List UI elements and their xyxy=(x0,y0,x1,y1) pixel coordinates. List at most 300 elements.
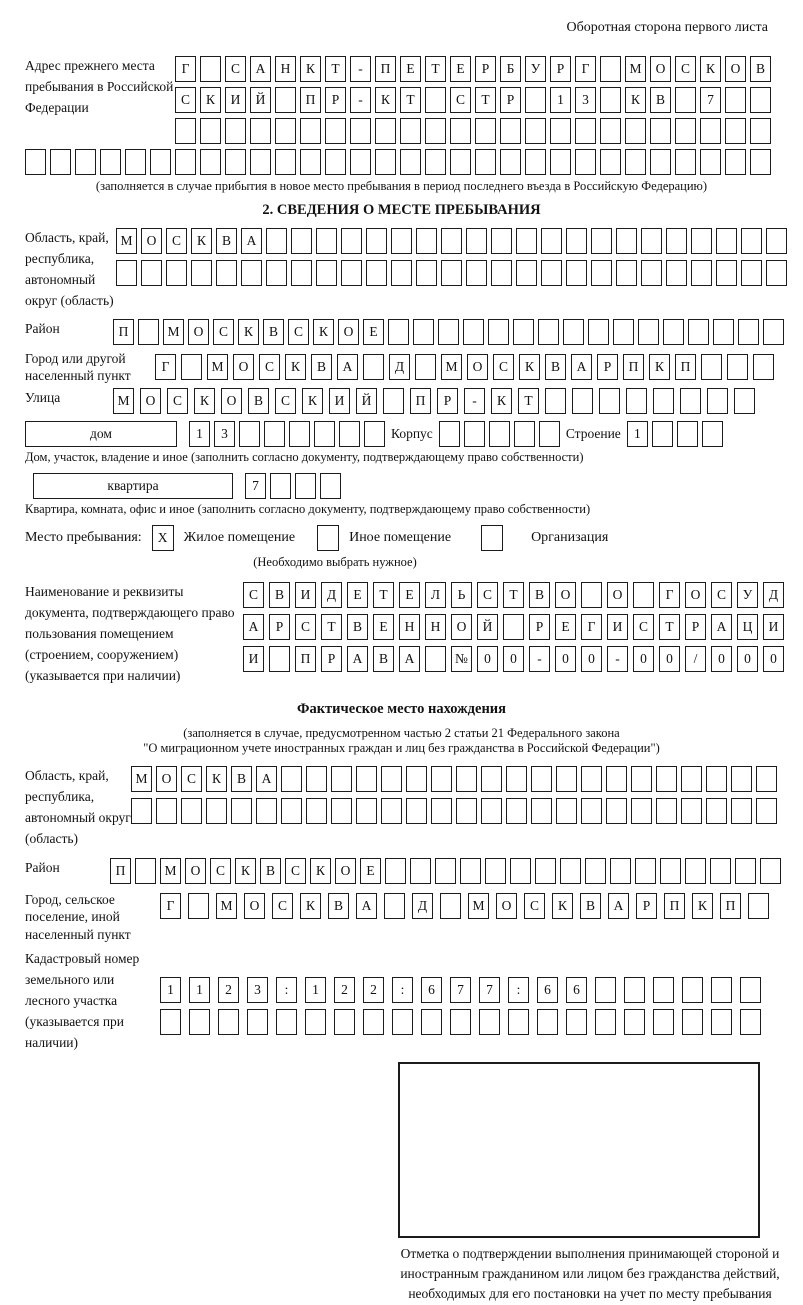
char-cell[interactable] xyxy=(141,260,162,286)
char-cell[interactable] xyxy=(413,319,434,345)
char-cell[interactable] xyxy=(599,388,620,414)
char-cell[interactable]: 0 xyxy=(659,646,680,672)
char-cell[interactable]: О xyxy=(185,858,206,884)
char-cell[interactable]: М xyxy=(131,766,152,792)
char-cell[interactable] xyxy=(716,228,737,254)
char-cell[interactable]: Й xyxy=(356,388,377,414)
char-cell[interactable]: С xyxy=(711,582,732,608)
char-cell[interactable]: 0 xyxy=(581,646,602,672)
char-cell[interactable] xyxy=(247,1009,268,1035)
char-cell[interactable] xyxy=(625,118,646,144)
char-cell[interactable] xyxy=(181,354,202,380)
char-cell[interactable] xyxy=(160,1009,181,1035)
char-cell[interactable]: А xyxy=(571,354,592,380)
char-cell[interactable] xyxy=(506,766,527,792)
char-cell[interactable] xyxy=(485,858,506,884)
char-cell[interactable]: М xyxy=(163,319,184,345)
char-cell[interactable] xyxy=(750,149,771,175)
char-cell[interactable] xyxy=(400,118,421,144)
char-cell[interactable] xyxy=(753,354,774,380)
char-cell[interactable] xyxy=(531,798,552,824)
char-cell[interactable] xyxy=(425,118,446,144)
char-cell[interactable] xyxy=(748,893,769,919)
char-cell[interactable]: С xyxy=(272,893,293,919)
char-cell[interactable] xyxy=(702,421,723,447)
char-cell[interactable] xyxy=(295,473,316,499)
char-cell[interactable] xyxy=(135,858,156,884)
char-cell[interactable] xyxy=(588,319,609,345)
char-cell[interactable]: О xyxy=(496,893,517,919)
char-cell[interactable] xyxy=(206,798,227,824)
char-cell[interactable]: П xyxy=(720,893,741,919)
char-cell[interactable] xyxy=(525,149,546,175)
char-cell[interactable] xyxy=(700,149,721,175)
char-cell[interactable] xyxy=(666,228,687,254)
char-cell[interactable] xyxy=(741,260,762,286)
char-cell[interactable]: С xyxy=(167,388,188,414)
char-cell[interactable] xyxy=(556,766,577,792)
char-cell[interactable]: 2 xyxy=(334,977,355,1003)
char-cell[interactable] xyxy=(663,319,684,345)
char-cell[interactable] xyxy=(275,87,296,113)
char-cell[interactable] xyxy=(506,798,527,824)
char-cell[interactable]: У xyxy=(525,56,546,82)
char-cell[interactable] xyxy=(525,87,546,113)
char-cell[interactable]: Р xyxy=(550,56,571,82)
char-cell[interactable] xyxy=(624,977,645,1003)
char-cell[interactable]: О xyxy=(467,354,488,380)
char-cell[interactable] xyxy=(525,118,546,144)
char-cell[interactable] xyxy=(325,118,346,144)
char-cell[interactable]: С xyxy=(285,858,306,884)
char-cell[interactable]: У xyxy=(737,582,758,608)
char-cell[interactable]: 6 xyxy=(421,977,442,1003)
char-cell[interactable] xyxy=(545,388,566,414)
char-cell[interactable]: М xyxy=(113,388,134,414)
char-cell[interactable] xyxy=(731,766,752,792)
char-cell[interactable] xyxy=(356,766,377,792)
char-cell[interactable]: П xyxy=(110,858,131,884)
char-cell[interactable]: П xyxy=(675,354,696,380)
char-cell[interactable]: Г xyxy=(155,354,176,380)
char-cell[interactable] xyxy=(200,118,221,144)
char-cell[interactable] xyxy=(600,149,621,175)
char-cell[interactable] xyxy=(600,56,621,82)
char-cell[interactable] xyxy=(514,421,535,447)
char-cell[interactable] xyxy=(563,319,584,345)
char-cell[interactable] xyxy=(660,858,681,884)
char-cell[interactable]: Е xyxy=(373,614,394,640)
char-cell[interactable]: И xyxy=(243,646,264,672)
char-cell[interactable] xyxy=(691,260,712,286)
char-cell[interactable] xyxy=(138,319,159,345)
char-cell[interactable]: С xyxy=(181,766,202,792)
char-cell[interactable]: Т xyxy=(503,582,524,608)
char-cell[interactable]: Ц xyxy=(737,614,758,640)
char-cell[interactable]: С xyxy=(166,228,187,254)
char-cell[interactable]: - xyxy=(529,646,550,672)
char-cell[interactable] xyxy=(675,149,696,175)
char-cell[interactable]: № xyxy=(451,646,472,672)
char-cell[interactable] xyxy=(175,149,196,175)
char-cell[interactable]: А xyxy=(711,614,732,640)
char-cell[interactable] xyxy=(356,798,377,824)
char-cell[interactable] xyxy=(734,388,755,414)
char-cell[interactable] xyxy=(606,766,627,792)
char-cell[interactable] xyxy=(750,118,771,144)
char-cell[interactable] xyxy=(175,118,196,144)
char-cell[interactable] xyxy=(270,473,291,499)
char-cell[interactable] xyxy=(641,228,662,254)
char-cell[interactable]: 7 xyxy=(479,977,500,1003)
char-cell[interactable] xyxy=(531,766,552,792)
char-cell[interactable] xyxy=(725,149,746,175)
char-cell[interactable]: С xyxy=(259,354,280,380)
char-cell[interactable] xyxy=(385,858,406,884)
char-cell[interactable] xyxy=(537,1009,558,1035)
char-cell[interactable]: - xyxy=(607,646,628,672)
char-cell[interactable] xyxy=(275,149,296,175)
char-cell[interactable] xyxy=(281,798,302,824)
char-cell[interactable] xyxy=(431,766,452,792)
char-cell[interactable]: О xyxy=(650,56,671,82)
char-cell[interactable]: Е xyxy=(363,319,384,345)
char-cell[interactable] xyxy=(510,858,531,884)
char-cell[interactable]: Ь xyxy=(451,582,472,608)
char-cell[interactable] xyxy=(320,473,341,499)
char-cell[interactable] xyxy=(707,388,728,414)
char-cell[interactable]: К xyxy=(375,87,396,113)
char-cell[interactable] xyxy=(266,260,287,286)
char-cell[interactable]: С xyxy=(225,56,246,82)
char-cell[interactable] xyxy=(711,1009,732,1035)
char-cell[interactable]: К xyxy=(313,319,334,345)
char-cell[interactable]: Р xyxy=(597,354,618,380)
apartment-type-box[interactable]: квартира xyxy=(33,473,233,499)
char-cell[interactable]: 1 xyxy=(189,421,210,447)
char-cell[interactable]: О xyxy=(451,614,472,640)
char-cell[interactable]: 1 xyxy=(550,87,571,113)
char-cell[interactable] xyxy=(275,118,296,144)
char-cell[interactable] xyxy=(731,798,752,824)
char-cell[interactable]: В xyxy=(328,893,349,919)
char-cell[interactable]: Т xyxy=(475,87,496,113)
char-cell[interactable] xyxy=(711,977,732,1003)
char-cell[interactable] xyxy=(650,118,671,144)
char-cell[interactable] xyxy=(656,798,677,824)
char-cell[interactable] xyxy=(460,858,481,884)
char-cell[interactable] xyxy=(513,319,534,345)
char-cell[interactable] xyxy=(188,893,209,919)
char-cell[interactable]: С xyxy=(493,354,514,380)
char-cell[interactable]: Д xyxy=(763,582,784,608)
char-cell[interactable] xyxy=(550,149,571,175)
char-cell[interactable]: Т xyxy=(373,582,394,608)
char-cell[interactable]: М xyxy=(625,56,646,82)
char-cell[interactable]: П xyxy=(113,319,134,345)
char-cell[interactable] xyxy=(166,260,187,286)
char-cell[interactable] xyxy=(416,228,437,254)
char-cell[interactable] xyxy=(638,319,659,345)
char-cell[interactable] xyxy=(100,149,121,175)
char-cell[interactable]: В xyxy=(347,614,368,640)
char-cell[interactable]: Д xyxy=(412,893,433,919)
char-cell[interactable] xyxy=(392,1009,413,1035)
char-cell[interactable]: 1 xyxy=(189,977,210,1003)
char-cell[interactable] xyxy=(450,1009,471,1035)
char-cell[interactable]: 1 xyxy=(627,421,648,447)
char-cell[interactable]: М xyxy=(116,228,137,254)
char-cell[interactable]: О xyxy=(141,228,162,254)
char-cell[interactable]: О xyxy=(555,582,576,608)
char-cell[interactable] xyxy=(421,1009,442,1035)
char-cell[interactable]: 3 xyxy=(247,977,268,1003)
char-cell[interactable]: Е xyxy=(399,582,420,608)
char-cell[interactable] xyxy=(441,260,462,286)
char-cell[interactable]: Н xyxy=(399,614,420,640)
char-cell[interactable]: Г xyxy=(160,893,181,919)
char-cell[interactable] xyxy=(384,893,405,919)
char-cell[interactable]: С xyxy=(450,87,471,113)
char-cell[interactable] xyxy=(191,260,212,286)
char-cell[interactable]: К xyxy=(519,354,540,380)
char-cell[interactable] xyxy=(450,149,471,175)
char-cell[interactable] xyxy=(200,56,221,82)
stay-type-checkbox-organization[interactable] xyxy=(481,525,503,551)
char-cell[interactable]: А xyxy=(356,893,377,919)
char-cell[interactable]: В xyxy=(248,388,269,414)
char-cell[interactable] xyxy=(677,421,698,447)
char-cell[interactable] xyxy=(364,421,385,447)
char-cell[interactable]: 7 xyxy=(700,87,721,113)
char-cell[interactable] xyxy=(456,798,477,824)
char-cell[interactable] xyxy=(700,118,721,144)
char-cell[interactable] xyxy=(560,858,581,884)
char-cell[interactable] xyxy=(334,1009,355,1035)
char-cell[interactable] xyxy=(688,319,709,345)
char-cell[interactable] xyxy=(541,260,562,286)
char-cell[interactable] xyxy=(631,798,652,824)
char-cell[interactable] xyxy=(503,614,524,640)
char-cell[interactable]: О xyxy=(338,319,359,345)
char-cell[interactable]: 2 xyxy=(218,977,239,1003)
char-cell[interactable] xyxy=(388,319,409,345)
char-cell[interactable] xyxy=(431,798,452,824)
char-cell[interactable]: П xyxy=(300,87,321,113)
char-cell[interactable]: : xyxy=(392,977,413,1003)
char-cell[interactable] xyxy=(479,1009,500,1035)
char-cell[interactable]: К xyxy=(300,893,321,919)
char-cell[interactable]: - xyxy=(350,87,371,113)
char-cell[interactable] xyxy=(264,421,285,447)
char-cell[interactable] xyxy=(641,260,662,286)
char-cell[interactable] xyxy=(189,1009,210,1035)
char-cell[interactable] xyxy=(682,1009,703,1035)
char-cell[interactable]: П xyxy=(664,893,685,919)
char-cell[interactable] xyxy=(706,798,727,824)
char-cell[interactable] xyxy=(475,149,496,175)
char-cell[interactable]: Р xyxy=(636,893,657,919)
char-cell[interactable] xyxy=(325,149,346,175)
char-cell[interactable] xyxy=(156,798,177,824)
char-cell[interactable]: С xyxy=(175,87,196,113)
char-cell[interactable]: А xyxy=(243,614,264,640)
char-cell[interactable] xyxy=(516,228,537,254)
char-cell[interactable] xyxy=(725,118,746,144)
char-cell[interactable] xyxy=(75,149,96,175)
char-cell[interactable] xyxy=(606,798,627,824)
char-cell[interactable] xyxy=(535,858,556,884)
char-cell[interactable] xyxy=(306,766,327,792)
char-cell[interactable] xyxy=(363,354,384,380)
char-cell[interactable] xyxy=(341,260,362,286)
char-cell[interactable] xyxy=(681,766,702,792)
char-cell[interactable]: К xyxy=(235,858,256,884)
char-cell[interactable]: К xyxy=(194,388,215,414)
char-cell[interactable] xyxy=(701,354,722,380)
char-cell[interactable] xyxy=(439,421,460,447)
char-cell[interactable] xyxy=(314,421,335,447)
char-cell[interactable] xyxy=(624,1009,645,1035)
char-cell[interactable]: П xyxy=(375,56,396,82)
char-cell[interactable]: 1 xyxy=(160,977,181,1003)
char-cell[interactable]: Й xyxy=(477,614,498,640)
char-cell[interactable]: 6 xyxy=(537,977,558,1003)
char-cell[interactable]: В xyxy=(545,354,566,380)
char-cell[interactable] xyxy=(538,319,559,345)
char-cell[interactable]: А xyxy=(608,893,629,919)
char-cell[interactable]: Г xyxy=(575,56,596,82)
char-cell[interactable] xyxy=(631,766,652,792)
char-cell[interactable]: А xyxy=(337,354,358,380)
char-cell[interactable] xyxy=(741,228,762,254)
char-cell[interactable]: Т xyxy=(321,614,342,640)
char-cell[interactable] xyxy=(406,766,427,792)
char-cell[interactable] xyxy=(650,149,671,175)
char-cell[interactable] xyxy=(366,260,387,286)
char-cell[interactable] xyxy=(331,766,352,792)
char-cell[interactable]: А xyxy=(256,766,277,792)
char-cell[interactable]: С xyxy=(210,858,231,884)
char-cell[interactable]: К xyxy=(649,354,670,380)
char-cell[interactable] xyxy=(566,228,587,254)
char-cell[interactable]: С xyxy=(633,614,654,640)
char-cell[interactable] xyxy=(766,260,787,286)
char-cell[interactable] xyxy=(740,1009,761,1035)
char-cell[interactable] xyxy=(383,388,404,414)
house-type-box[interactable]: дом xyxy=(25,421,177,447)
char-cell[interactable] xyxy=(381,766,402,792)
char-cell[interactable] xyxy=(756,766,777,792)
char-cell[interactable] xyxy=(481,798,502,824)
char-cell[interactable] xyxy=(300,118,321,144)
char-cell[interactable] xyxy=(516,260,537,286)
char-cell[interactable] xyxy=(150,149,171,175)
char-cell[interactable]: И xyxy=(607,614,628,640)
char-cell[interactable] xyxy=(591,260,612,286)
char-cell[interactable]: М xyxy=(207,354,228,380)
char-cell[interactable] xyxy=(581,582,602,608)
char-cell[interactable]: С xyxy=(675,56,696,82)
char-cell[interactable]: 2 xyxy=(363,977,384,1003)
char-cell[interactable]: И xyxy=(763,614,784,640)
char-cell[interactable] xyxy=(491,228,512,254)
stay-type-checkbox-other-premises[interactable] xyxy=(317,525,339,551)
char-cell[interactable]: К xyxy=(625,87,646,113)
char-cell[interactable] xyxy=(682,977,703,1003)
char-cell[interactable] xyxy=(566,1009,587,1035)
char-cell[interactable]: Р xyxy=(685,614,706,640)
char-cell[interactable] xyxy=(281,766,302,792)
char-cell[interactable]: - xyxy=(350,56,371,82)
char-cell[interactable] xyxy=(710,858,731,884)
char-cell[interactable] xyxy=(241,260,262,286)
char-cell[interactable] xyxy=(489,421,510,447)
char-cell[interactable] xyxy=(475,118,496,144)
char-cell[interactable] xyxy=(491,260,512,286)
char-cell[interactable] xyxy=(269,646,290,672)
char-cell[interactable] xyxy=(300,149,321,175)
char-cell[interactable]: С xyxy=(213,319,234,345)
char-cell[interactable] xyxy=(466,260,487,286)
char-cell[interactable]: 0 xyxy=(633,646,654,672)
char-cell[interactable]: Б xyxy=(500,56,521,82)
char-cell[interactable]: Т xyxy=(425,56,446,82)
char-cell[interactable]: В xyxy=(260,858,281,884)
char-cell[interactable]: : xyxy=(508,977,529,1003)
char-cell[interactable] xyxy=(575,118,596,144)
char-cell[interactable] xyxy=(450,118,471,144)
char-cell[interactable] xyxy=(572,388,593,414)
char-cell[interactable] xyxy=(375,118,396,144)
char-cell[interactable] xyxy=(218,1009,239,1035)
char-cell[interactable] xyxy=(289,421,310,447)
char-cell[interactable] xyxy=(625,149,646,175)
char-cell[interactable]: А xyxy=(241,228,262,254)
char-cell[interactable] xyxy=(500,118,521,144)
char-cell[interactable] xyxy=(216,260,237,286)
char-cell[interactable]: Р xyxy=(269,614,290,640)
char-cell[interactable]: В xyxy=(650,87,671,113)
char-cell[interactable] xyxy=(291,228,312,254)
char-cell[interactable] xyxy=(50,149,71,175)
char-cell[interactable] xyxy=(713,319,734,345)
char-cell[interactable] xyxy=(626,388,647,414)
char-cell[interactable]: 0 xyxy=(503,646,524,672)
char-cell[interactable] xyxy=(181,798,202,824)
char-cell[interactable]: М xyxy=(160,858,181,884)
char-cell[interactable] xyxy=(131,798,152,824)
char-cell[interactable]: О xyxy=(725,56,746,82)
char-cell[interactable] xyxy=(276,1009,297,1035)
char-cell[interactable]: О xyxy=(221,388,242,414)
char-cell[interactable]: И xyxy=(329,388,350,414)
char-cell[interactable] xyxy=(306,798,327,824)
char-cell[interactable] xyxy=(566,260,587,286)
char-cell[interactable] xyxy=(653,977,674,1003)
char-cell[interactable]: Е xyxy=(347,582,368,608)
char-cell[interactable] xyxy=(706,766,727,792)
char-cell[interactable] xyxy=(425,149,446,175)
char-cell[interactable] xyxy=(610,858,631,884)
char-cell[interactable] xyxy=(415,354,436,380)
char-cell[interactable] xyxy=(613,319,634,345)
char-cell[interactable] xyxy=(653,1009,674,1035)
char-cell[interactable] xyxy=(653,388,674,414)
char-cell[interactable] xyxy=(366,228,387,254)
char-cell[interactable] xyxy=(363,1009,384,1035)
char-cell[interactable]: П xyxy=(295,646,316,672)
